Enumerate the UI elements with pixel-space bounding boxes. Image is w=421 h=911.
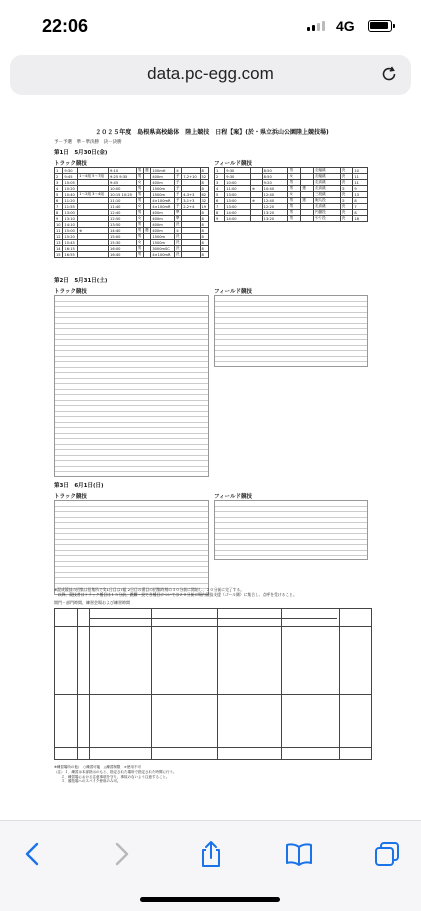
table-cell: 8 <box>353 198 368 204</box>
table-cell: 10 <box>353 168 368 174</box>
pdf-page <box>52 120 374 810</box>
table-cell: 1500m <box>151 240 175 246</box>
table-cell: 9 <box>353 186 368 192</box>
table-cell: 13:00 <box>225 198 251 204</box>
url-text[interactable]: data.pc-egg.com <box>147 64 274 83</box>
table-row <box>55 252 209 258</box>
home-indicator[interactable] <box>140 897 280 902</box>
table-cell: 52 <box>200 174 208 180</box>
table-cell: 決 <box>174 234 181 240</box>
table-cell: 3-1+3 <box>182 198 200 204</box>
table-cell: 13:50 <box>109 222 137 228</box>
table-cell: 12:40 <box>109 210 137 216</box>
table-cell: 9 <box>215 216 225 222</box>
table-cell: 13:00 <box>63 210 78 216</box>
day3-field-label: フィールド競技 <box>214 494 252 500</box>
day3-title: 第3日 6月1日(日) <box>54 483 104 489</box>
table-cell: 16:40 <box>109 252 137 258</box>
table-cell: 11:40 <box>109 204 137 210</box>
table-cell: 男 <box>136 222 143 228</box>
day2-field-table <box>214 295 368 367</box>
day2-track-label: トラック競技 <box>54 289 87 295</box>
table-cell: 1500m <box>151 186 175 192</box>
table-cell: 予 <box>174 174 181 180</box>
table-cell: 予 <box>174 180 181 186</box>
table-cell: 選 <box>301 198 314 204</box>
table-cell: 4 <box>55 186 63 192</box>
table-cell: 9:30 <box>225 168 251 174</box>
table-cell: 16:15 <box>63 246 78 252</box>
table-cell: 男 <box>136 210 143 216</box>
table-cell: ① <box>174 168 181 174</box>
note-text: ※混成競技の招集は招集所で実1日目は7組 2日目の番目の招集時刻の３０分前に開始し、２０分前に完了する。 以降、競技者はトラック種目は１５分前、跳躍・投てき種目については２０分前に場内競技支援（ゴール側）に集合し、点呼を受けること。 <box>54 587 297 597</box>
table-cell: 決 <box>340 168 353 174</box>
table-cell: ② <box>340 186 353 192</box>
table-cell: やり投 <box>313 216 340 222</box>
table-cell: 7 <box>55 204 63 210</box>
table-cell: 9:30 <box>63 168 78 174</box>
table-cell: 400m <box>151 222 175 228</box>
table-cell: 11 <box>353 174 368 180</box>
table-cell: 男 <box>136 192 143 198</box>
table-cell: 12 <box>55 234 63 240</box>
table-cell: 10:05 <box>63 180 78 186</box>
table-cell: 15 <box>55 252 63 258</box>
table-cell: 14:40 <box>109 228 137 234</box>
table-cell: 10:15 10:25 <box>109 192 137 198</box>
table-cell: 8 <box>353 210 368 216</box>
table-cell: 決 <box>174 240 181 246</box>
table-cell: 円盤投 <box>313 210 340 216</box>
table-cell: 男 <box>136 228 143 234</box>
table-cell: 6 <box>215 198 225 204</box>
table-cell: 2 <box>55 174 63 180</box>
table-cell: 男 <box>288 216 301 222</box>
table-cell: 8 <box>200 180 208 186</box>
table-cell: 13:20 <box>262 210 288 216</box>
table-cell: 11:00 <box>225 186 251 192</box>
table-cell <box>301 216 314 222</box>
table-cell: 10:00 <box>109 186 137 192</box>
day1-track-table <box>54 167 209 258</box>
table-cell: 1～2組 3～4組 <box>78 192 109 198</box>
battery-icon <box>368 20 392 32</box>
chevron-left-icon[interactable] <box>18 839 48 869</box>
table-cell: 8 <box>200 216 208 222</box>
table-cell: 決 <box>174 252 181 258</box>
table-cell: 8 <box>200 228 208 234</box>
table-cell: 15:00 <box>109 234 137 240</box>
table-cell: 13:20 <box>262 216 288 222</box>
table-cell: 予 <box>174 192 181 198</box>
day2-track-table <box>54 295 209 477</box>
schedule-title: 開門・部門時間、練習会場および練習時間 <box>54 600 130 605</box>
table-cell: 女 <box>136 240 143 246</box>
table-cell: 10:20 <box>63 186 78 192</box>
table-cell: 7 <box>353 204 368 210</box>
table-cell: 5 <box>215 192 225 198</box>
table-cell: 1500m <box>151 234 175 240</box>
table-cell: 14:00 <box>225 216 251 222</box>
table-cell: 8 <box>55 210 63 216</box>
table-cell: 男 <box>288 210 301 216</box>
share-icon[interactable] <box>196 839 226 869</box>
table-cell: 8:50 <box>262 174 288 180</box>
table-cell: 女 <box>136 180 143 186</box>
table-cell: 女 <box>288 192 301 198</box>
tabs-icon[interactable] <box>372 839 402 869</box>
table-cell: 9:30 <box>225 174 251 180</box>
table-cell: 女 <box>136 216 143 222</box>
table-cell: 14 <box>55 246 63 252</box>
day3-track-table <box>54 500 209 595</box>
table-cell: 100mH <box>151 168 175 174</box>
table-cell: 5 <box>55 192 63 198</box>
table-cell: 12:20 <box>262 204 288 210</box>
table-cell: 14:10 <box>63 222 78 228</box>
table-cell: 9:45 <box>63 174 78 180</box>
day3-track-label: トラック競技 <box>54 494 87 500</box>
table-cell: 男 <box>136 186 143 192</box>
table-cell: 1 <box>215 168 225 174</box>
table-cell: 女 <box>136 204 143 210</box>
table-cell: 13 <box>55 240 63 246</box>
table-cell: 15:45 <box>63 240 78 246</box>
clock: 22:06 <box>42 16 89 36</box>
table-cell: 11 <box>55 228 63 234</box>
table-cell: 12:40 <box>262 198 288 204</box>
day1-field-label: フィールド競技 <box>214 161 252 167</box>
table-cell: ※ <box>78 228 109 234</box>
table-cell: 400m <box>151 228 175 234</box>
table-cell: 3 <box>215 180 225 186</box>
table-cell: 10 <box>55 222 63 228</box>
table-cell: 男 <box>136 252 143 258</box>
table-cell: 三段跳 <box>313 192 340 198</box>
table-cell: 7 <box>215 204 225 210</box>
document-title: ２０２５年度 島根県高校総体 陸上競技 日程【案】(於・県立浜山公園陸上競技場) <box>95 129 329 136</box>
table-cell: 決 <box>340 192 353 198</box>
table-cell: 決 <box>340 180 353 186</box>
table-cell: 8:50 <box>262 168 288 174</box>
table-cell: 15:20 <box>63 234 78 240</box>
table-cell: 15:00 <box>63 228 78 234</box>
table-cell: 男 <box>136 246 143 252</box>
table-cell: 9:45 <box>109 180 137 186</box>
table-cell: 10:40 <box>262 186 288 192</box>
table-cell: 走高跳 <box>313 204 340 210</box>
table-cell: 選 <box>301 186 314 192</box>
table-cell: 4 <box>215 186 225 192</box>
table-cell: 予 <box>174 204 181 210</box>
table-cell: 8 <box>200 168 208 174</box>
table-cell: 14:00 <box>225 210 251 216</box>
table-cell: 選 <box>144 168 151 174</box>
table-cell: 2-2+4 <box>182 204 200 210</box>
table-cell: 準 <box>174 210 181 216</box>
table-cell: 11:20 <box>63 198 78 204</box>
table-cell: 女 <box>288 174 301 180</box>
table-row <box>215 216 368 222</box>
table-cell: 砲丸投 <box>313 198 340 204</box>
day2-title: 第2日 5月31日(土) <box>54 278 108 284</box>
table-cell: 男 <box>136 174 143 180</box>
table-cell: 4×100mR <box>151 252 175 258</box>
signal-icon <box>307 21 325 31</box>
table-cell: 400m <box>151 216 175 222</box>
network-label: 4G <box>336 18 355 34</box>
legend: 予－予選 準－準決勝 決－決勝 <box>54 140 122 145</box>
table-cell: 男 <box>288 168 301 174</box>
table-cell: 13:10 <box>63 216 78 222</box>
table-cell: 選 <box>144 228 151 234</box>
table-cell: 8 <box>200 246 208 252</box>
table-cell: 男 <box>288 180 301 186</box>
table-cell: 男 <box>288 186 301 192</box>
table-cell: 4×100mR <box>151 198 175 204</box>
table-cell: 9:20 <box>262 180 288 186</box>
table-cell: 10:40 <box>63 192 78 198</box>
table-cell: 12:40 <box>262 192 288 198</box>
table-cell: 決 <box>340 216 353 222</box>
address-bar[interactable] <box>10 55 411 95</box>
day1-track-label: トラック競技 <box>54 161 87 167</box>
table-cell: 男 <box>288 198 301 204</box>
table-cell: 4-3+3 <box>182 192 200 198</box>
table-cell: 400m <box>151 180 175 186</box>
table-cell: 決 <box>174 246 181 252</box>
day1-field-table <box>214 167 368 222</box>
day3-field-table <box>214 500 368 560</box>
table-cell: 決 <box>340 210 353 216</box>
table-cell: 1～4組 5～7組 <box>78 174 109 180</box>
table-cell: 8 <box>200 186 208 192</box>
table-cell: 決 <box>340 204 353 210</box>
table-cell: 400m <box>151 174 175 180</box>
table-cell: 4×100mR <box>151 204 175 210</box>
table-cell: 62 <box>200 192 208 198</box>
table-cell: 13:00 <box>225 192 251 198</box>
table-cell: 予 <box>174 186 181 192</box>
table-cell: 16:00 <box>109 246 137 252</box>
table-cell: 9:10 <box>109 168 137 174</box>
table-cell: 準 <box>174 216 181 222</box>
table-cell <box>78 252 109 258</box>
table-cell: 12:50 <box>109 216 137 222</box>
table-cell: ※ <box>251 198 263 204</box>
table-cell: 11 <box>353 180 368 186</box>
table-cell: 16:55 <box>63 252 78 258</box>
table-cell: 8 <box>200 234 208 240</box>
table-cell: 1 <box>55 168 63 174</box>
table-cell: 8 <box>200 222 208 228</box>
footnotes: ※練習場所の他） ○練習可能 △練習制限 ×使用不可 （注）１．練習は本部指示のもと、指定された場所で指定された時間に行う。 ２．練習場における注意事項を守り、事故のないよう注意すること。 ３．競技場へのスパイク使用のみ可。 <box>54 765 177 784</box>
table-cell: 8 <box>215 210 225 216</box>
status-bar <box>0 0 421 50</box>
table-cell: 11:10 <box>109 198 137 204</box>
table-cell: 男 <box>136 234 143 240</box>
table-cell: 決 <box>174 222 181 228</box>
table-cell: 13 <box>353 192 368 198</box>
table-cell: ※ <box>251 186 263 192</box>
table-cell <box>251 216 263 222</box>
table-cell: 6 <box>55 198 63 204</box>
table-cell: 32 <box>200 198 208 204</box>
table-cell: 男 <box>136 168 143 174</box>
table-cell: 8 <box>200 210 208 216</box>
table-cell: 8 <box>200 252 208 258</box>
practice-schedule-table <box>54 608 372 760</box>
table-cell: 男 <box>288 204 301 210</box>
table-cell: 19 <box>200 204 208 210</box>
table-cell: 8 <box>200 240 208 246</box>
table-cell: 走幅跳 <box>313 168 340 174</box>
table-cell: 決 <box>340 174 353 180</box>
reload-icon[interactable] <box>379 64 399 84</box>
table-cell <box>144 252 151 258</box>
table-cell: 走高跳 <box>313 180 340 186</box>
chevron-right-icon[interactable] <box>106 839 136 869</box>
table-cell: 11:55 <box>63 204 78 210</box>
table-cell <box>182 252 200 258</box>
table-cell: ① <box>174 228 181 234</box>
table-cell: 1500m <box>151 192 175 198</box>
table-cell: 走幅跳 <box>313 174 340 180</box>
table-cell: 3 <box>55 180 63 186</box>
table-cell: 18 <box>353 216 368 222</box>
table-cell: 9 <box>55 216 63 222</box>
table-cell: 15:30 <box>109 240 137 246</box>
day2-field-label: フィールド競技 <box>214 289 252 295</box>
book-icon[interactable] <box>284 839 314 869</box>
table-cell: 13:00 <box>225 204 251 210</box>
table-cell: 走高跳 <box>313 186 340 192</box>
table-cell: ② <box>340 198 353 204</box>
table-cell: 9:25 9:35 <box>109 174 137 180</box>
day1-title: 第1日 5月30日(金) <box>54 150 108 156</box>
table-cell: 2 <box>215 174 225 180</box>
table-cell: 男 <box>136 198 143 204</box>
table-cell: 10:00 <box>225 180 251 186</box>
table-cell: 400m <box>151 210 175 216</box>
table-cell: 予 <box>174 198 181 204</box>
table-cell: 7-2+10 <box>182 174 200 180</box>
table-cell: 3000mSC <box>151 246 175 252</box>
